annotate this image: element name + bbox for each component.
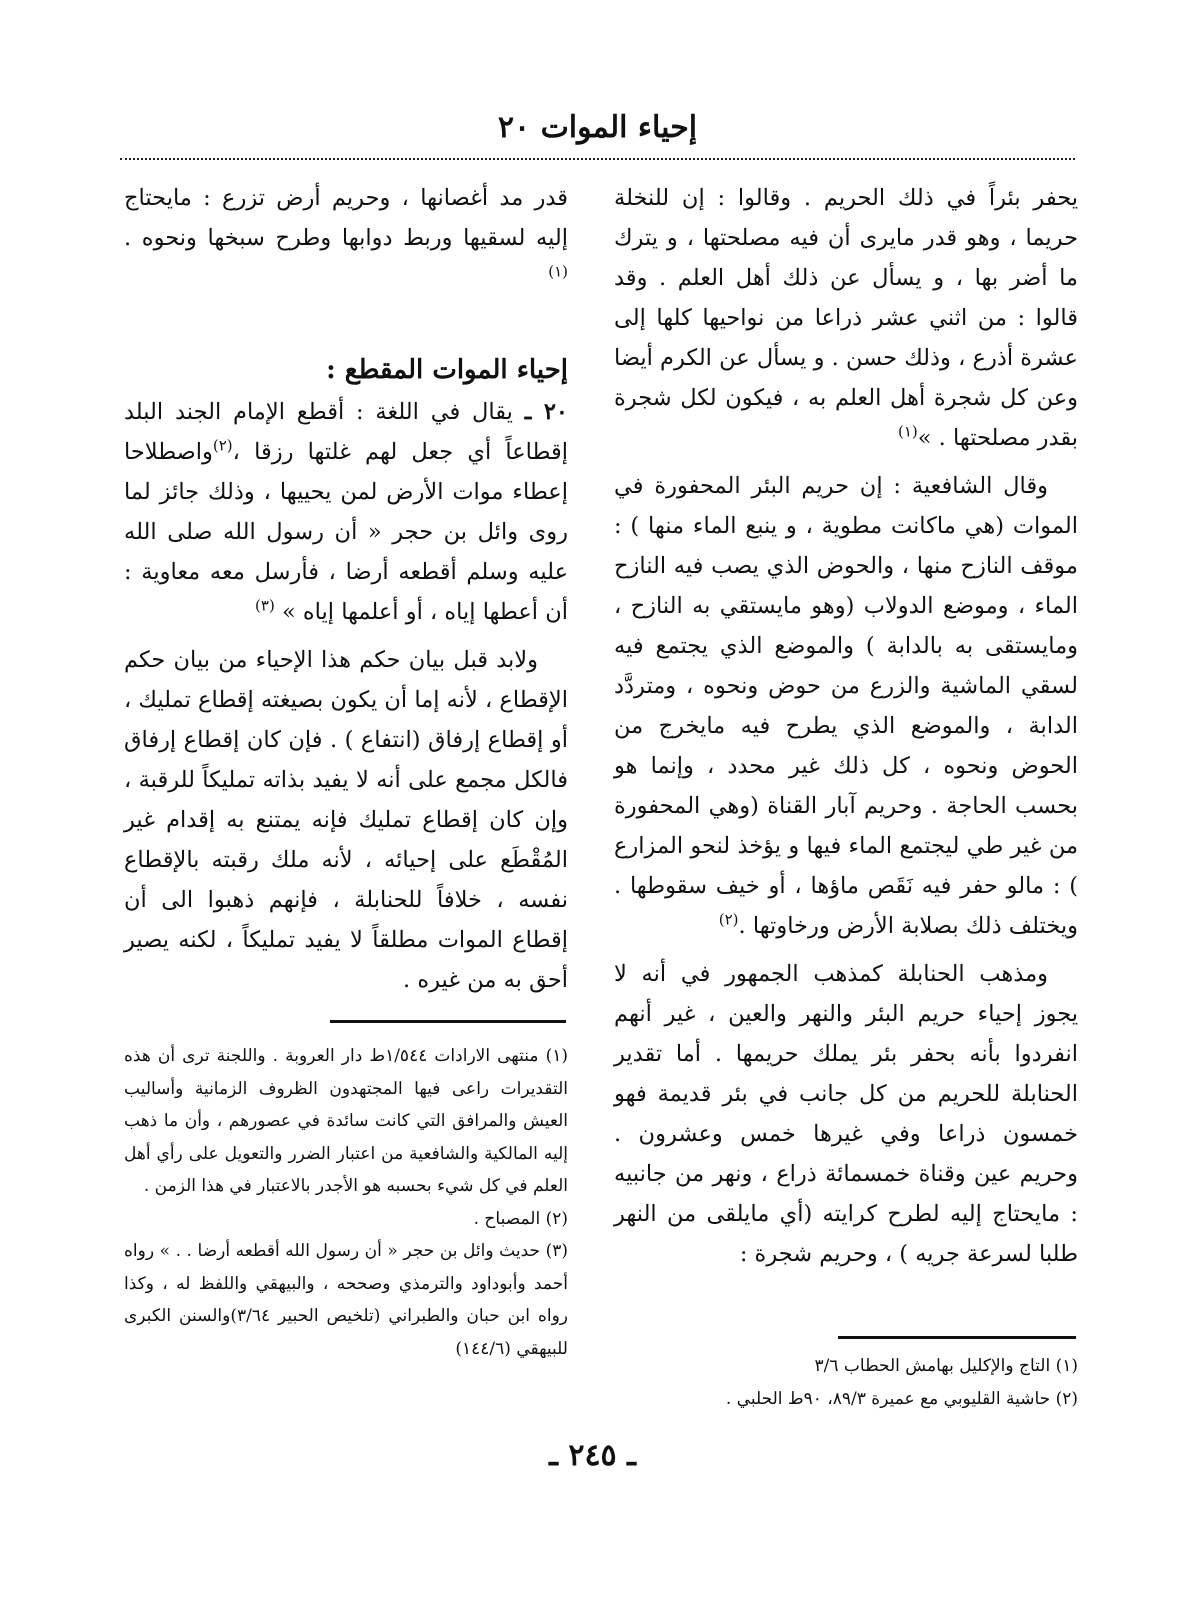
paragraph: ولابد قبل بيان حكم هذا الإحياء من بيان حكم الإقطاع ، لأنه إما أن يكون بصيغته إقطاع تمليك ، أو إقطاع إرفاق (انتفاع ) . فإن كان إقطاع إرفاق فالكل مجمع على أنه لا يفيد بذاته تمليكاً للرقبة ، وإن كان إقطاع تمليك فإنه يمتنع به إقدام غير المُقْطَع على إحيائه ، لأنه ملك رقبته بالإقطاع نفسه ، خلافاً للحنابلة ، فإنهم ذهبوا الى أن إقطاع الموات مطلقاً لا يفيد تمليكاً ، لكنه يصير أحق به من غيره . [124,647,568,993]
footnote: (١) التاج والإكليل بهامش الحطاب ٣/٦ [814,1356,1078,1376]
page-header-title: إحياء الموات ٢٠ [497,110,698,145]
footnote: (١) منتهى الارادات ١/٥٤٤ط دار العروبة . واللجنة ترى أن هذه التقديرات راعى فيها المجتهدون الظروف الزمانية وأساليب العيش والمرافق التي كانت سائدة في عصورهم ، وأن ما ذهب إليه المالكية والشافعية من اعتبار الضرر والتعويل على رأي أهل العلم في كل شيء بحسبه هو الأجدر بالاعتبار في هذا الزمن . [124,1046,568,1196]
header-divider [120,158,1075,160]
footnotes-left [124,1040,568,1365]
footnote: (٣) حديث وائل بن حجر « أن رسول الله أقطعه أرضا . . » رواه أحمد وأبوداود والترمذي وصححه ، والبيهقي واللفظ له ، وكذا رواه ابن حبان والطبراني (تلخيص الحبير ٣/٦٤)والسنن الكبرى للبيهقي (١٤٤/٦) [124,1241,568,1359]
paragraph [124,178,568,298]
footnote-mark: (٣) [255,596,275,615]
page-number: ـ ٢٤٥ ـ [549,1438,636,1473]
paragraph [614,178,1078,458]
footnote-divider [330,1020,566,1023]
footnotes-right [614,1350,1078,1415]
paragraph [614,466,1078,946]
footnote-divider [838,1336,1076,1339]
paragraph [124,392,568,632]
paragraph-text: يحفر بئراً في ذلك الحريم . وقالوا : إن للنخلة حريما ، وهو قدر مايرى أن فيه مصلحتها ، و يترك ما أضر بها ، و يسأل عن ذلك أهل العلم . وقد قالوا : من اثني عشر ذراعا من نواحيها كلها إلى عشرة أذرع ، وذلك حسن . و يسأل عن الكرم أيضا وعن كل شجرة أهل العلم به ، فيكون لكل شجرة بقدر مصلحتها . » [614,185,1078,451]
paragraph: ومذهب الحنابلة كمذهب الجمهور في أنه لا يجوز إحياء حريم البئر والنهر والعين ، غير أنهم انفردوا بأنه بحفر بئر يملك حريمها . أما تقدير الحنابلة للحريم من كل جانب في بئر قديمة فهو خمسون ذراعا وفي غيرها خمس وعشرون . وحريم عين وقناة خمسمائة ذراع ، ونهر من جانبيه : مايحتاج إليه لطرح كرايته (أي مايلقى من النهر طلبا لسرعة جريه ) ، وحريم شجرة : [614,961,1078,1267]
footnote-mark: (٢) [718,910,739,929]
footnote-mark: (١) [897,422,918,441]
paragraph-text: قدر مد أغصانها ، وحريم أرض تزرع : مايحتاج إليه لسقيها وربط دوابها وطرح سبخها ونحوه . [124,185,568,251]
section-title: إحياء الموات المقطع : [326,355,568,385]
paragraph-text: وقال الشافعية : إن حريم البئر المحفورة في الموات (هي ماكانت مطوية ، و ينبع الماء منها ) : موقف النازح منها ، والحوض الذي يصب فيه النازح الماء ، وموضع الدولاب (وهو مايستقي به النازح ، ومايستقى به بالدابة ) والموضع الذي يجتمع فيه لسقي الماشية والزرع من حوض ونحوه ، ومتردَّد الدابة ، والموضع الذي يطرح فيه مايخرج من الحوض ونحوه ، كل ذلك غير محدد ، وإنما هو بحسب الحاجة . وحريم آبار القناة (وهي المحفورة من غير طي ليجتمع الماء فيها و يؤخذ لنحو المزارع ) : مالو حفر فيه نَقَص ماؤها ، أو خيف سقوطها . ويختلف ذلك بصلابة الأرض ورخاوتها . [614,473,1078,939]
section-number: ٢٠ ـ [524,399,568,425]
footnote-mark: (١) [548,262,568,281]
paragraph-text: واصطلاحا إعطاء موات الأرض لمن يحييها ، وذلك جائز لما روى وائل بن حجر « أن رسول الله صلى الله عليه وسلم أقطعه أرضا ، فأرسل معه معاوية : أن أعطها إياه ، أو أعلمها إياه » [124,439,568,625]
footnote: (٢) المصباح . [473,1208,568,1229]
right-column [614,178,1078,1282]
footnote: (٢) حاشية القليوبي مع عميرة ٨٩/٣، ٩٠ط الحلبي . [725,1388,1078,1409]
paragraph-text: يقال في اللغة : أقطع الإمام الجند البلد إقطاعاً أي جعل لهم غلتها رزقا ، [124,399,568,465]
left-column [124,178,568,1008]
footnote-mark: (٢) [212,436,233,455]
